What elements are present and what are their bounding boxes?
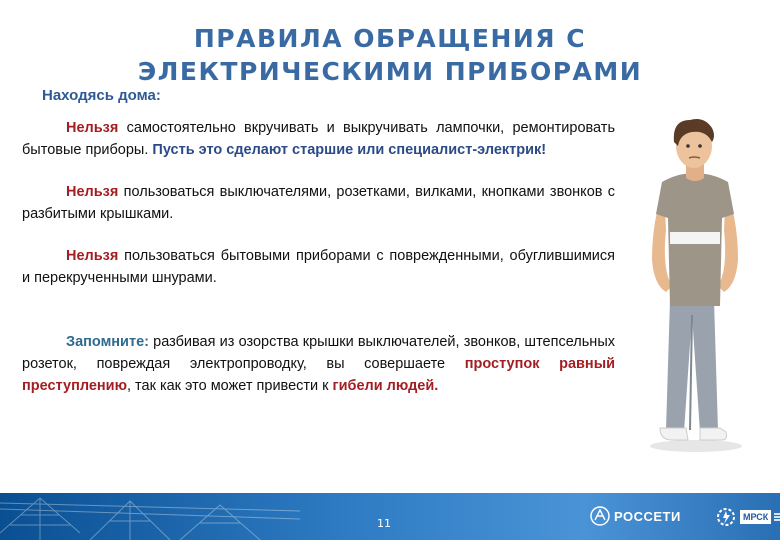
rule-2-text: пользоваться выключателями, розетками, вилками, кнопками звонков с разбитыми крышками. bbox=[22, 184, 615, 222]
mrsk-logo-text: МРСК bbox=[740, 510, 771, 524]
rule-3-lead: Нельзя bbox=[66, 248, 119, 264]
rules-content bbox=[22, 117, 615, 397]
rosseti-logo-text: РОССЕТИ bbox=[614, 508, 681, 524]
rule-1-emphasis: Пусть это сделают старшие или специалист-электрик! bbox=[152, 142, 547, 158]
subtitle: Находясь дома: bbox=[42, 87, 161, 104]
mrsk-gear-icon bbox=[715, 506, 737, 528]
rule-1-lead: Нельзя bbox=[66, 120, 119, 136]
page-title-line-2: ЭЛЕКТРИЧЕСКИМИ ПРИБОРАМИ bbox=[137, 57, 643, 86]
rosseti-logo bbox=[590, 505, 681, 527]
rule-2 bbox=[22, 181, 615, 225]
rosseti-emblem-icon bbox=[590, 506, 610, 526]
page-number: 11 bbox=[377, 517, 391, 530]
rule-3 bbox=[22, 245, 615, 289]
rule-3-text: пользоваться бытовыми приборами с поврежденными, обуглившимися и перекрученными шнурами. bbox=[22, 248, 615, 286]
rule-1 bbox=[22, 117, 615, 161]
remember-note bbox=[22, 331, 615, 397]
power-tower-pattern bbox=[0, 493, 300, 540]
mrsk-logo-subtext bbox=[774, 512, 780, 522]
rule-2-lead: Нельзя bbox=[66, 184, 119, 200]
page-title bbox=[60, 22, 720, 88]
mrsk-logo bbox=[715, 503, 780, 531]
remember-highlight-2: гибели людей. bbox=[332, 378, 439, 394]
thinking-man-illustration bbox=[630, 110, 760, 460]
remember-highlight-1: проступок равный преступлению bbox=[22, 356, 615, 394]
remember-text-1: разбивая из озорства крышки выключателей, звонков, штепсельных розеток, повреждая электропроводку, вы совершаете bbox=[22, 334, 615, 372]
remember-lead: Запомните: bbox=[66, 334, 149, 350]
page-title-line-1: ПРАВИЛА ОБРАЩЕНИЯ С bbox=[193, 24, 587, 53]
rule-1-text: самостоятельно вкручивать и выкручивать лампочки, ремонтировать бытовые приборы. bbox=[22, 120, 615, 158]
footer-bar bbox=[0, 493, 780, 540]
remember-text-2: , так как это может привести к bbox=[126, 378, 333, 394]
